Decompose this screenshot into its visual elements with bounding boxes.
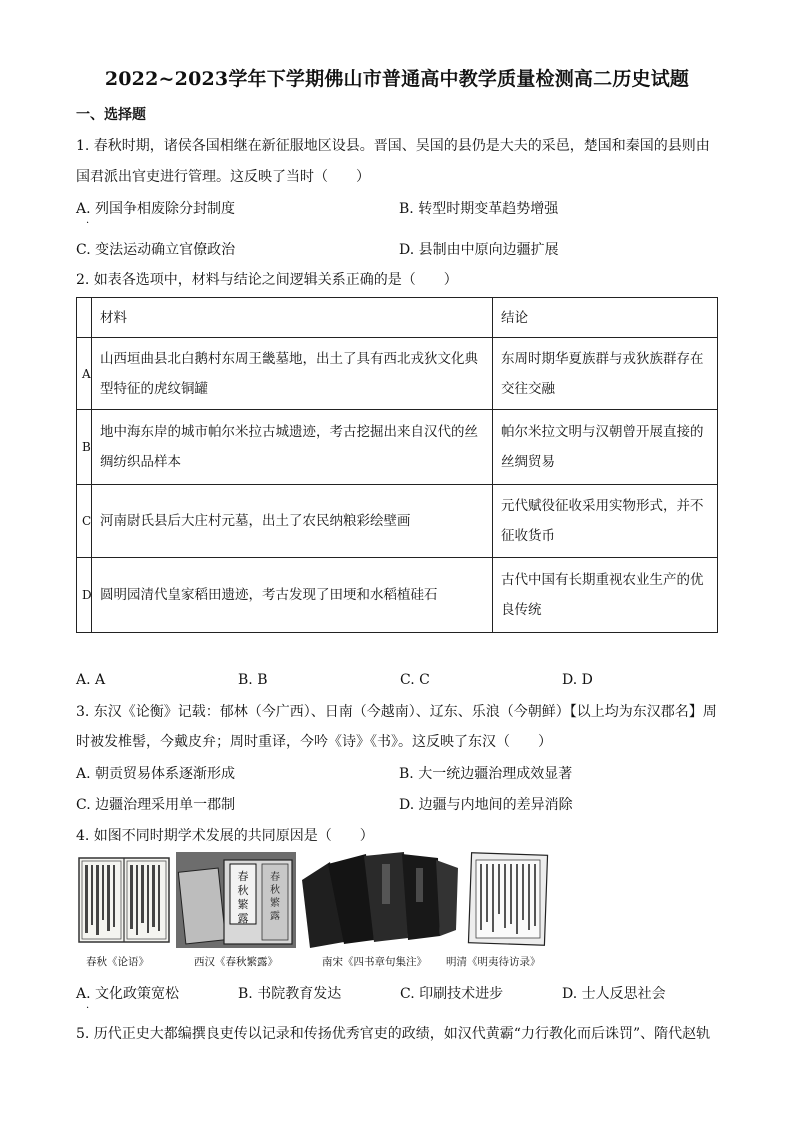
q1-option-a[interactable]: A. 列国争相废除分封制度 [76, 201, 236, 217]
q1-option-d[interactable]: D. 县制由中原向边疆扩展 [399, 242, 559, 258]
table-header-material: 材料 [92, 298, 493, 338]
q2-option-a[interactable]: A. A [76, 672, 106, 688]
q3-stem-line1: 3. 东汉《论衡》记载：郁林（今广西）、日南（今越南）、辽东、乐浪（今朝鲜）【以上均为东汉郡名】周 [76, 704, 717, 720]
q2-option-b[interactable]: B. B [238, 672, 268, 688]
q1-stem-line1: 1. 春秋时期，诸侯各国相继在新征服地区设县。晋国、吴国的县仍是大夫的采邑，楚国和秦国的县则由 [76, 138, 710, 154]
caption-mingyi-daifang-lu: 明清《明夷待访录》 [446, 956, 541, 968]
q4-option-a[interactable]: A. 文化政策宽松 [76, 986, 180, 1002]
q2-stem: 2. 如表各选项中，材料与结论之间逻辑关系正确的是（ ） [76, 272, 458, 288]
q4-figure-group [74, 850, 554, 975]
q1-option-c[interactable]: C. 变法运动确立官僚政治 [76, 242, 236, 258]
table-row [77, 558, 718, 633]
cover-glyph: 露 [237, 912, 249, 925]
q2-table [76, 297, 718, 633]
q1-option-b[interactable]: B. 转型时期变革趋势增强 [399, 201, 559, 217]
page-title: 2022~2023学年下学期佛山市普通高中教学质量检测高二历史试题 [104, 68, 690, 90]
caption-sishu-zhangju-jizhu: 南宋《四书章句集注》 [322, 956, 427, 968]
row-material: 河南尉氏县后大庄村元墓，出土了农民纳粮彩绘壁画 [92, 485, 493, 558]
q3-option-c[interactable]: C. 边疆治理采用单一郡制 [76, 797, 236, 813]
mingyi-daifang-lu-image [464, 850, 552, 950]
q5-stem-line1: 5. 历代正史大都编撰良吏传以记录和传扬优秀官吏的政绩，如汉代黄霸“力行教化而后诛罚”、隋代赵轨 [76, 1026, 711, 1042]
table-row [77, 338, 718, 410]
cover-glyph: 秋 [237, 884, 249, 897]
table-header-conclusion: 结论 [493, 298, 718, 338]
q1-stem-line2: 国君派出官吏进行管理。这反映了当时（ ） [76, 169, 370, 185]
section-heading: 一、选择题 [76, 107, 146, 123]
chunqiu-fanlu-book-image [174, 850, 298, 950]
q3-stem-line2: 时被发椎髻，今戴皮弁；周时重译，今吟《诗》《书》。这反映了东汉（ ） [76, 734, 552, 750]
cover-glyph: 露 [270, 911, 280, 922]
q3-option-a[interactable]: A. 朝贡贸易体系逐渐形成 [76, 766, 236, 782]
cover-glyph: 春 [270, 872, 280, 883]
sishu-zhangju-jizhu-image [300, 850, 460, 950]
table-row [77, 485, 718, 558]
cover-glyph: 秋 [270, 885, 280, 896]
row-label: A [77, 338, 92, 410]
q4-option-c[interactable]: C. 印刷技术进步 [400, 986, 504, 1002]
cover-glyph: 春 [237, 870, 249, 883]
row-label: C [77, 485, 92, 558]
q4-option-d[interactable]: D. 士人反思社会 [562, 986, 666, 1002]
row-material: 山西垣曲县北白鹅村东周王畿墓地，出土了具有西北戎狄文化典型特征的虎纹铜罐 [92, 338, 493, 410]
row-conclusion: 东周时期华夏族群与戎狄族群存在交往交融 [493, 338, 718, 410]
speck-mark: · [86, 218, 90, 229]
row-conclusion: 帕尔米拉文明与汉朝曾开展直接的丝绸贸易 [493, 410, 718, 485]
q4-option-b[interactable]: B. 书院教育发达 [238, 986, 342, 1002]
q2-option-d[interactable]: D. D [562, 672, 593, 688]
row-material: 圆明园清代皇家稻田遗迹，考古发现了田埂和水稻植硅石 [92, 558, 493, 633]
q2-option-c[interactable]: C. C [400, 672, 430, 688]
row-material: 地中海东岸的城市帕尔米拉古城遗迹，考古挖掘出来自汉代的丝绸纺织品样本 [92, 410, 493, 485]
speck-mark: · [86, 1003, 90, 1014]
lunyu-book-image [78, 850, 170, 945]
cover-glyph: 繁 [237, 898, 249, 911]
caption-lunyu: 春秋《论语》 [86, 956, 149, 968]
q3-option-b[interactable]: B. 大一统边疆治理成效显著 [399, 766, 573, 782]
row-label: B [77, 410, 92, 485]
table-header-label [77, 298, 92, 338]
q4-stem: 4. 如图不同时期学术发展的共同原因是（ ） [76, 828, 374, 844]
caption-chunqiu-fanlu: 西汉《春秋繁露》 [194, 956, 278, 968]
row-label: D [77, 558, 92, 633]
row-conclusion: 元代赋役征收采用实物形式，并不征收货币 [493, 485, 718, 558]
row-conclusion: 古代中国有长期重视农业生产的优良传统 [493, 558, 718, 633]
cover-glyph: 繁 [270, 898, 280, 909]
table-header-row [77, 298, 718, 338]
q3-option-d[interactable]: D. 边疆与内地间的差异消除 [399, 797, 573, 813]
table-row [77, 410, 718, 485]
